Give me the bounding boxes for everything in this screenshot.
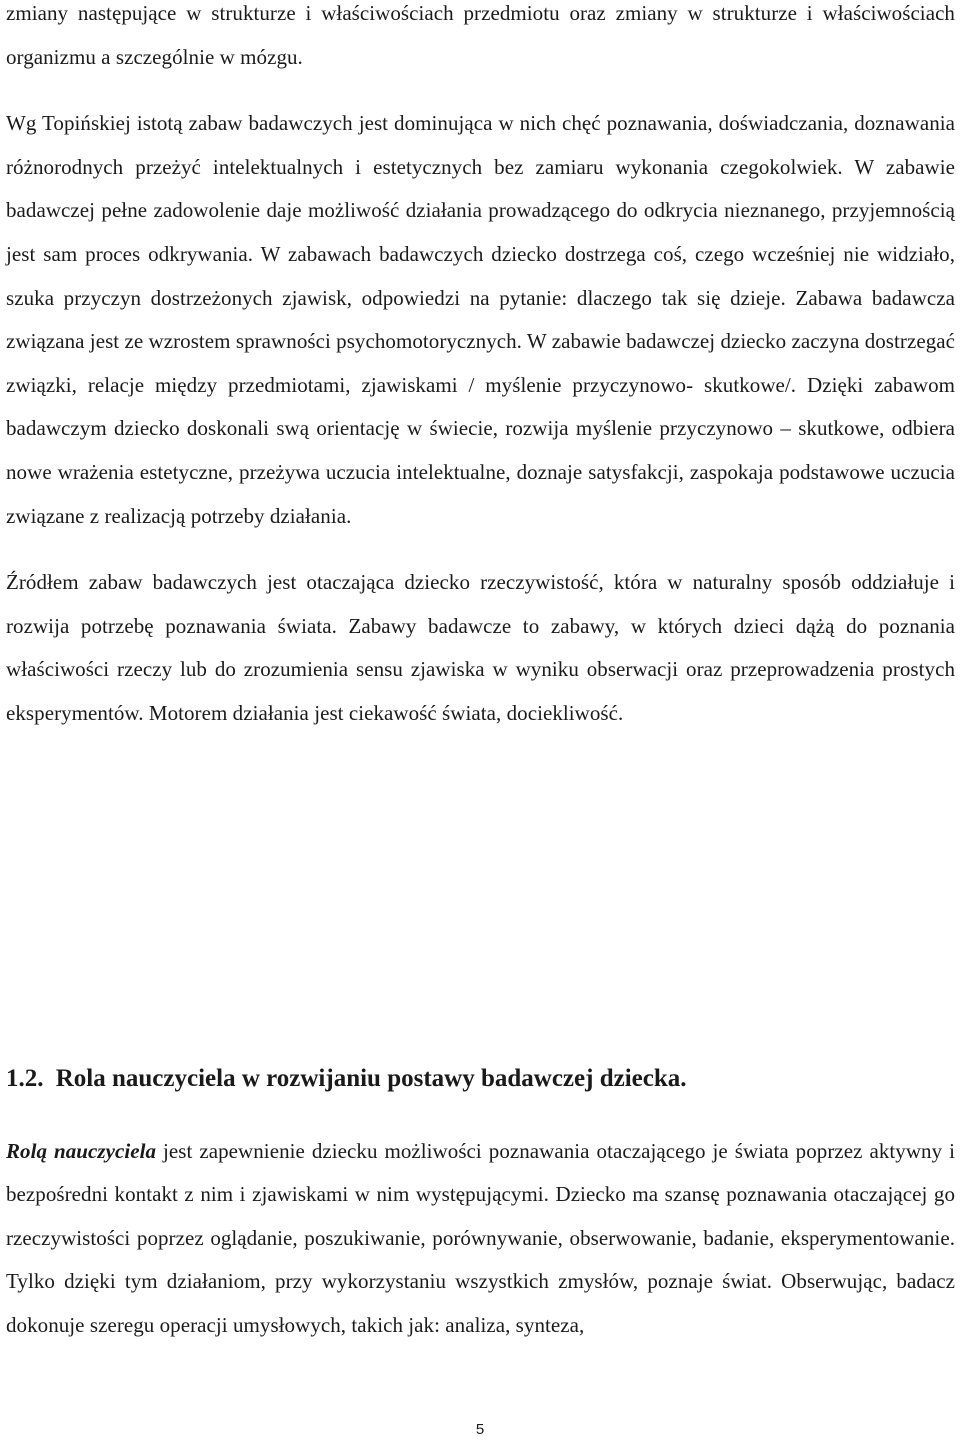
paragraph-zrodlem: Źródłem zabaw badawczych jest otaczająca dziecko rzeczywistość, która w naturalny sposób oddziałuje i rozwija potrzebę poznawania świata. Zabawy badawcze to zabawy, w których dzieci dążą do poznania właściwości rzeczy lub do zrozumienia sensu zjawiska w wyniku obserwacji oraz przeprowadzenia prostych eksperymentów. Motorem działania jest ciekawość świata, dociekliwość. [6,570,955,725]
paragraph-lead: Rolą nauczyciela [6,1139,157,1163]
section-heading [6,1062,687,1096]
document-page [6,0,956,1337]
section-number: 1.2. [6,1065,44,1092]
section-body [6,1130,955,1347]
paragraph-continuation: zmiany następujące w strukturze i właściwościach przedmiotu oraz zmiany w strukturze i właściwościach organizmu a szczególnie w mózgu. [6,1,955,69]
page-number: 5 [475,1421,485,1438]
paragraph-topinska: Wg Topińskiej istotą zabaw badawczych jest dominująca w nich chęć poznawania, doświadczania, doznawania różnorodnych przeżyć intelektualnych i estetycznych bez zamiaru wykonania czegokolwiek. W zabawie badawczej pełne zadowolenie daje możliwość działania prowadzącego do odkrycia nieznanego, przyjemnością jest sam proces odkrywania. W zabawach badawczych dziecko dostrzega coś, czego wcześniej nie widziało, szuka przyczyn dostrzeżonych zjawisk, odpowiedzi na pytanie: dlaczego tak się dzieje. Zabawa badawcza związana jest ze wzrostem sprawności psychomotorycznych. W zabawie badawczej dziecko zaczyna dostrzegać związki, relacje między przedmiotami, zjawiskami / myślenie przyczynowo- skutkowe/. Dzięki zabawom badawczym dziecko doskonali swą orientację w świecie, rozwija myślenie przyczynowo – skutkowe, odbiera nowe wrażenia estetyczne, przeżywa uczucia intelektualne, doznaje satysfakcji, zaspokaja podstawowe uczucia związane z realizacją potrzeby działania. [6,111,955,528]
paragraph-body: jest zapewnienie dziecku możliwości poznawania otaczającego je świata poprzez aktywny i bezpośredni kontakt z nim i zjawiskami w nim występującymi. Dziecko ma szansę poznawania otaczającej go rzeczywistości poprzez oglądanie, poszukiwanie, porównywanie, obserwowanie, badanie, eksperymentowanie. Tylko dzięki tym działaniom, przy wykorzystaniu wszystkich zmysłów, poznaje świat. Obserwując, badacz dokonuje szeregu operacji umysłowych, takich jak: analiza, synteza, [6,1139,956,1337]
section-title: Rola nauczyciela w rozwijaniu postawy badawczej dziecka. [55,1065,687,1092]
paragraph-rola-nauczyciela [6,1130,955,1347]
